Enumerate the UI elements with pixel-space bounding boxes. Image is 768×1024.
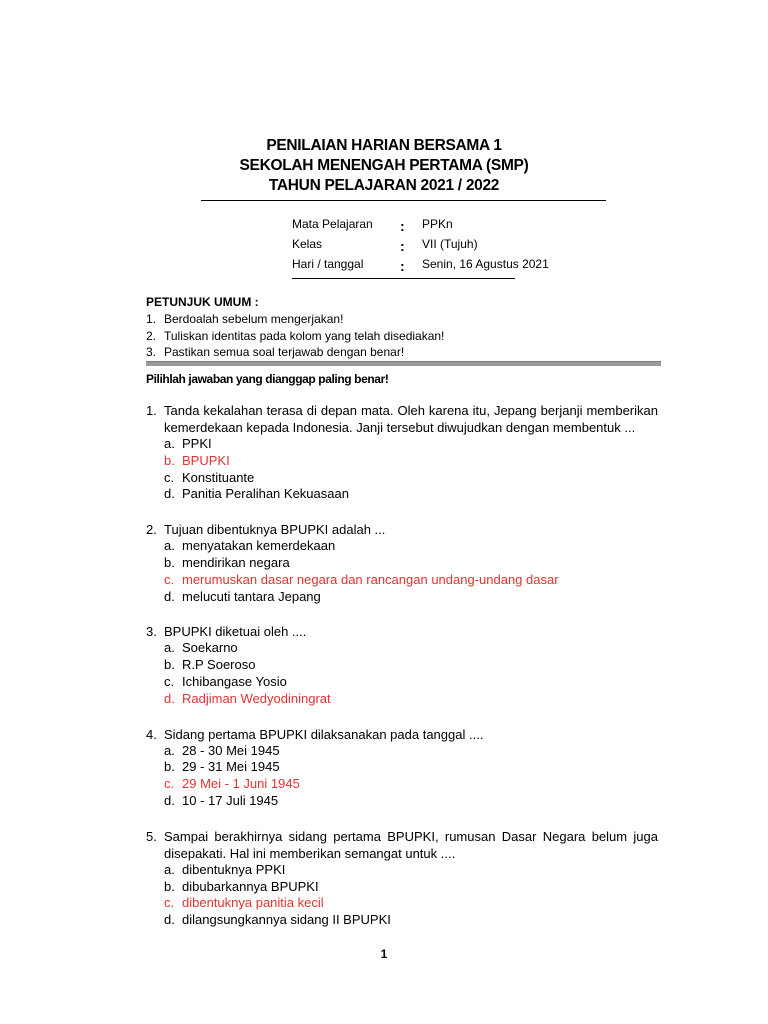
option-letter: a. bbox=[164, 538, 175, 554]
option-text: Ichibangase Yosio bbox=[182, 673, 287, 689]
option-list bbox=[146, 640, 658, 707]
question-number: 4. bbox=[146, 726, 157, 742]
title-line-1: PENILAIAN HARIAN BERSAMA 1 bbox=[266, 137, 502, 154]
instruction-text: Tuliskan identitas pada kolom yang telah disediakan! bbox=[164, 328, 445, 343]
identity-underline bbox=[292, 278, 515, 279]
option-letter: a. bbox=[164, 640, 175, 656]
option-text: BPUPKI bbox=[182, 452, 230, 468]
question-list bbox=[146, 402, 658, 947]
identity-colon: : bbox=[400, 258, 405, 274]
option-b[interactable] bbox=[146, 555, 658, 572]
title-line-2: SEKOLAH MENENGAH PERTAMA (SMP) bbox=[239, 157, 529, 174]
identity-value: VII (Tujuh) bbox=[422, 237, 478, 251]
identity-colon: : bbox=[400, 218, 405, 234]
option-c[interactable] bbox=[146, 776, 658, 793]
option-c[interactable] bbox=[146, 674, 658, 691]
question-1 bbox=[146, 402, 658, 503]
option-letter: c. bbox=[164, 571, 175, 587]
option-letter: c. bbox=[164, 776, 175, 792]
option-text: R.P Soeroso bbox=[182, 657, 256, 673]
question-stem bbox=[146, 521, 658, 538]
option-letter: a. bbox=[164, 861, 175, 877]
identity-table bbox=[292, 216, 612, 276]
option-text: merumuskan dasar negara dan rancangan undang-undang dasar bbox=[182, 571, 559, 587]
option-text: dilangsungkannya sidang II BPUPKI bbox=[182, 912, 391, 928]
option-text: mendirikan negara bbox=[182, 554, 290, 570]
option-d[interactable] bbox=[146, 589, 658, 606]
question-3 bbox=[146, 623, 658, 707]
instructions-title: PETUNJUK UMUM : bbox=[146, 295, 259, 309]
option-b[interactable] bbox=[146, 879, 658, 896]
option-a[interactable] bbox=[146, 436, 658, 453]
instruction-item bbox=[146, 328, 666, 345]
instruction-number: 2. bbox=[146, 328, 157, 343]
option-b[interactable] bbox=[146, 759, 658, 776]
identity-row-class bbox=[292, 236, 612, 256]
question-stem bbox=[146, 828, 658, 862]
option-letter: b. bbox=[164, 657, 175, 673]
option-letter: c. bbox=[164, 469, 175, 485]
question-text: Tujuan dibentuknya BPUPKI adalah ... bbox=[164, 522, 386, 538]
page-number: 1 bbox=[380, 947, 388, 961]
option-a[interactable] bbox=[146, 538, 658, 555]
option-text: dibubarkannya BPUPKI bbox=[182, 878, 319, 894]
option-text: dibentuknya panitia kecil bbox=[182, 895, 324, 911]
question-number: 3. bbox=[146, 624, 157, 640]
option-b[interactable] bbox=[146, 657, 658, 674]
question-stem bbox=[146, 402, 658, 436]
option-c[interactable] bbox=[146, 470, 658, 487]
identity-label: Hari / tanggal bbox=[292, 257, 364, 271]
question-number: 2. bbox=[146, 522, 157, 538]
instruction-number: 1. bbox=[146, 312, 157, 326]
general-instructions bbox=[146, 294, 666, 361]
option-letter: b. bbox=[164, 759, 175, 775]
option-text: 10 - 17 Juli 1945 bbox=[182, 792, 279, 808]
option-b[interactable] bbox=[146, 453, 658, 470]
question-text: Tanda kekalahan terasa di depan mata. Oleh karena itu, Jepang berjanji memberikan kemerdekaan kepada Indonesia. Janji tersebut diwujudkan dengan membentuk ... bbox=[164, 403, 658, 435]
option-d[interactable] bbox=[146, 793, 658, 810]
option-a[interactable] bbox=[146, 743, 658, 760]
identity-label: Mata Pelajaran bbox=[292, 217, 373, 231]
option-letter: a. bbox=[164, 742, 175, 758]
option-a[interactable] bbox=[146, 862, 658, 879]
question-2 bbox=[146, 521, 658, 605]
question-number: 5. bbox=[146, 828, 157, 844]
option-text: Soekarno bbox=[182, 640, 238, 656]
question-stem bbox=[146, 623, 658, 640]
option-text: menyatakan kemerdekaan bbox=[182, 538, 336, 554]
option-c[interactable] bbox=[146, 572, 658, 589]
option-letter: d. bbox=[164, 690, 175, 706]
document-title bbox=[0, 136, 768, 196]
option-a[interactable] bbox=[146, 640, 658, 657]
option-letter: d. bbox=[164, 792, 175, 808]
question-5 bbox=[146, 828, 658, 929]
option-list bbox=[146, 538, 658, 605]
instruction-number: 3. bbox=[146, 345, 157, 359]
option-list bbox=[146, 862, 658, 929]
option-letter: b. bbox=[164, 554, 175, 570]
option-text: 29 Mei - 1 Juni 1945 bbox=[182, 776, 300, 792]
question-text: Sampai berakhirnya sidang pertama BPUPKI, rumusan Dasar Negara belum juga disepakati. Hal ini memberikan semangat untuk .... bbox=[164, 828, 658, 861]
option-text: 29 - 31 Mei 1945 bbox=[182, 759, 280, 775]
question-4 bbox=[146, 726, 658, 810]
directive-text: Pilihlah jawaban yang dianggap paling benar! bbox=[146, 372, 389, 386]
option-text: 28 - 30 Mei 1945 bbox=[182, 742, 280, 758]
option-text: Konstituante bbox=[182, 469, 255, 485]
option-text: Panitia Peralihan Kekuasaan bbox=[182, 486, 349, 502]
option-letter: b. bbox=[164, 452, 175, 468]
option-text: Radjiman Wedyodiningrat bbox=[182, 690, 331, 706]
instructions-list bbox=[146, 311, 666, 361]
instruction-text: Berdoalah sebelum mengerjakan! bbox=[164, 312, 344, 326]
option-letter: d. bbox=[164, 912, 175, 928]
option-letter: b. bbox=[164, 878, 175, 894]
option-d[interactable] bbox=[146, 691, 658, 708]
instruction-item bbox=[146, 311, 666, 328]
identity-colon: : bbox=[400, 238, 405, 254]
option-list bbox=[146, 743, 658, 810]
option-text: dibentuknya PPKI bbox=[182, 861, 286, 877]
instruction-text: Pastikan semua soal terjawab dengan benar! bbox=[164, 345, 405, 359]
option-text: PPKI bbox=[182, 436, 212, 451]
question-stem bbox=[146, 726, 658, 743]
option-letter: c. bbox=[164, 673, 175, 689]
identity-label: Kelas bbox=[292, 237, 323, 251]
option-letter: a. bbox=[164, 436, 175, 451]
option-d[interactable] bbox=[146, 912, 658, 929]
question-text: Sidang pertama BPUPKI dilaksanakan pada tanggal .... bbox=[164, 726, 484, 742]
option-d[interactable] bbox=[146, 486, 658, 503]
instruction-item bbox=[146, 344, 666, 361]
identity-value: Senin, 16 Agustus 2021 bbox=[422, 257, 549, 271]
option-text: melucuti tantara Jepang bbox=[182, 588, 321, 604]
question-text: BPUPKI diketuai oleh .... bbox=[164, 624, 307, 640]
identity-row-subject bbox=[292, 216, 612, 236]
identity-value: PPKn bbox=[422, 217, 453, 231]
question-number: 1. bbox=[146, 403, 157, 418]
identity-row-date bbox=[292, 256, 612, 276]
option-letter: c. bbox=[164, 895, 175, 911]
title-line-3: TAHUN PELAJARAN 2021 / 2022 bbox=[268, 177, 500, 194]
title-underline bbox=[201, 200, 606, 201]
option-letter: d. bbox=[164, 486, 175, 502]
option-list bbox=[146, 436, 658, 503]
option-letter: d. bbox=[164, 588, 175, 604]
option-c[interactable] bbox=[146, 895, 658, 912]
section-divider bbox=[146, 361, 661, 366]
